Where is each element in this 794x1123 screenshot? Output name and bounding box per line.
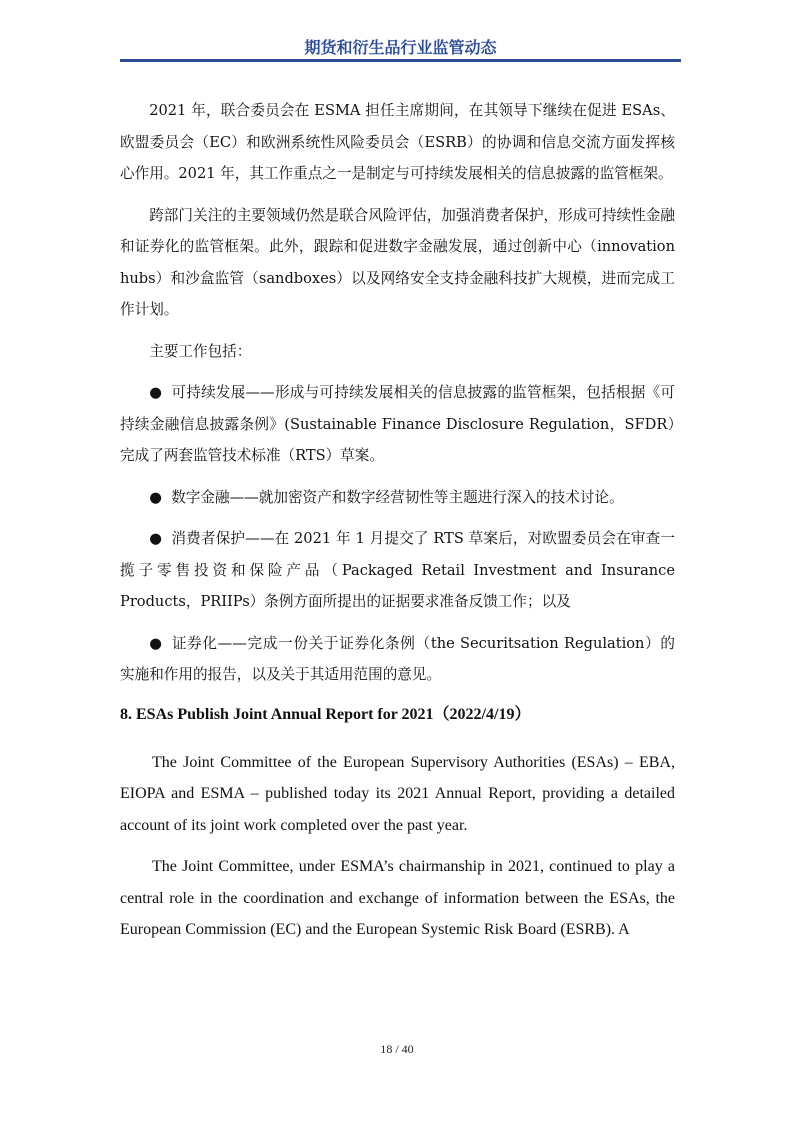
section-heading: 8. ESAs Publish Joint Annual Report for 2021（2022/4/19）	[120, 705, 531, 723]
bullet-item-digital-finance	[120, 482, 675, 514]
header-rule	[120, 59, 681, 62]
bullet-icon: ●	[149, 634, 162, 652]
paragraph-en-2: The Joint Committee, under ESMA’s chairmanship in 2021, continued to play a central role in the coordination and exchange of information between the ESAs, the European Commission (EC) and the European Systemic Risk Board (ESRB). A	[120, 858, 675, 938]
page-number: 18 / 40	[380, 1042, 414, 1056]
bullet-text: 可持续发展——形成与可持续发展相关的信息披露的监管框架，包括根据《可持续金融信息披露条例》(Sustainable Finance Disclosure Regulation，SFDR）完成了两套监管技术标准（RTS）草案。	[120, 384, 675, 464]
bullet-text: 消费者保护——在 2021 年 1 月提交了 RTS 草案后，对欧盟委员会在审查一揽子零售投资和保险产品（Packaged Retail Investment and Insurance Products，PRIIPs）条例方面所提出的证据要求准备反馈工作；以及	[120, 530, 675, 610]
bullet-icon: ●	[149, 530, 162, 547]
paragraph-en-1: The Joint Committee of the European Supervisory Authorities (ESAs) – EBA, EIOPA and ESMA – published today its 2021 Annual Report, providing a detailed account of its joint work completed over the past year.	[120, 753, 675, 834]
paragraph-cn-1: 2021 年，联合委员会在 ESMA 担任主席期间，在其领导下继续在促进 ESAs、欧盟委员会（EC）和欧洲系统性风险委员会（ESRB）的协调和信息交流方面发挥核心作用。2021 年，其工作重点之一是制定与可持续发展相关的信息披露的监管框架。	[120, 102, 675, 182]
running-header-title: 期货和衍生品行业监管动态	[304, 38, 497, 57]
bullet-icon: ●	[149, 384, 162, 401]
paragraph-cn-2: 跨部门关注的主要领域仍然是联合风险评估，加强消费者保护，形成可持续性金融和证券化的监管框架。此外，跟踪和促进数字金融发展，通过创新中心（innovation hubs）和沙盒监管（sandboxes）以及网络安全支持金融科技扩大规模，进而完成工作计划。	[120, 206, 675, 318]
bullet-item-consumer-protection	[120, 523, 675, 618]
bullet-text: 数字金融——就加密资产和数字经营韧性等主题进行深入的技术讨论。	[171, 488, 624, 506]
page-content	[120, 95, 675, 956]
bullet-item-securitisation	[120, 628, 675, 691]
bullet-text: 证券化——完成一份关于证券化条例（the Securitsation Regulation）的实施和作用的报告，以及关于其适用范围的意见。	[120, 634, 675, 683]
bullet-item-sustainability	[120, 377, 675, 472]
bullet-icon: ●	[149, 488, 162, 506]
paragraph-cn-3: 主要工作包括：	[149, 342, 252, 360]
